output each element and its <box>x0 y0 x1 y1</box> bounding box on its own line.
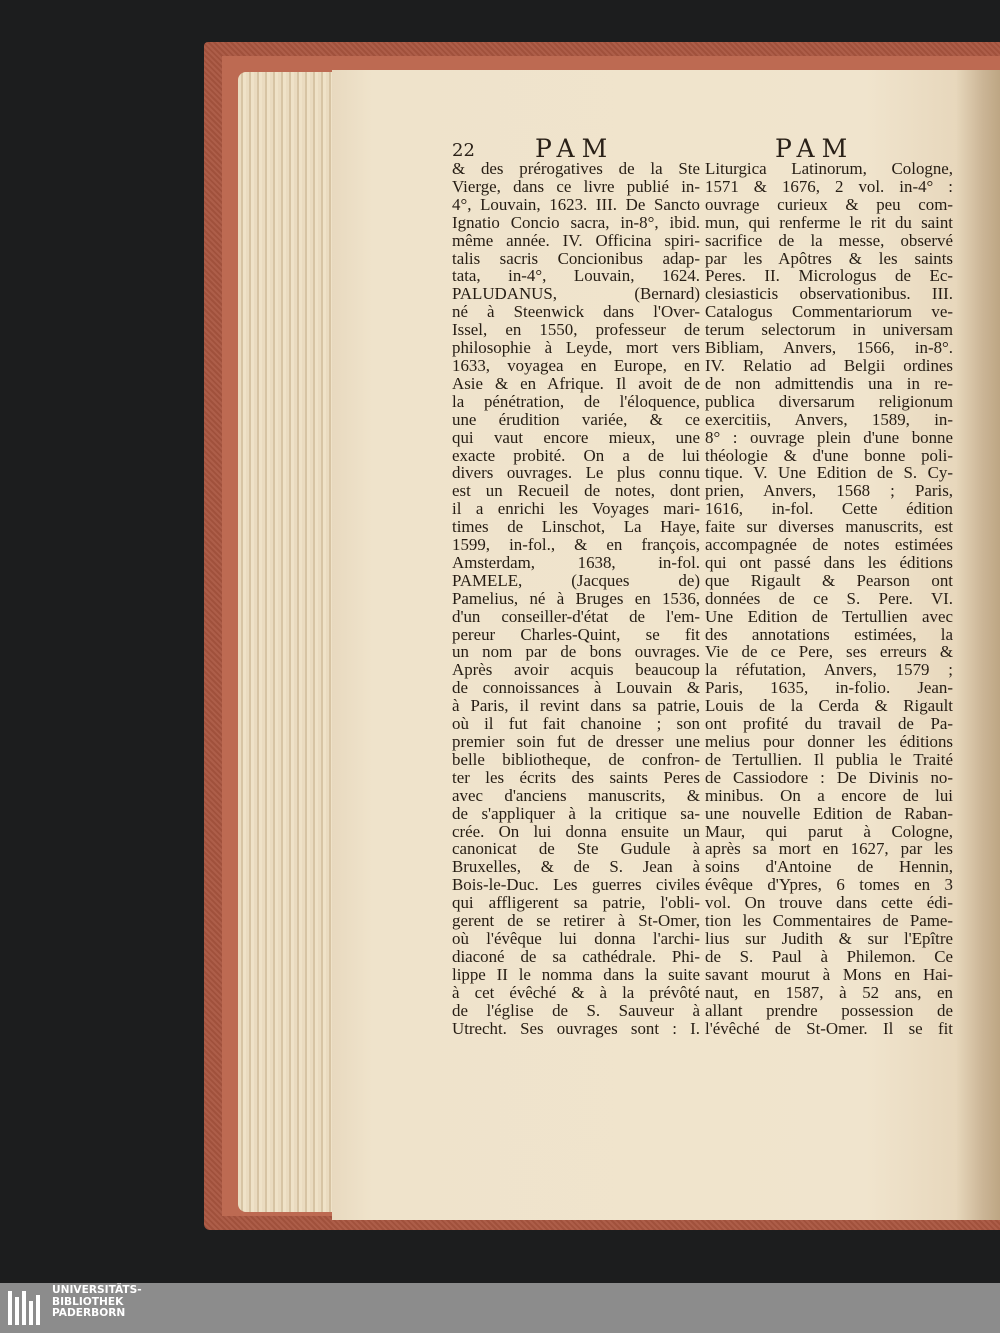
text-line: évêque d'Ypres, 6 tomes en 3 <box>705 875 953 895</box>
text-line: il a enrichi les Voyages mari- <box>452 499 700 519</box>
text-line: ouvrage curieux & peu com- <box>705 194 953 214</box>
text-line: où l'évêque lui donna l'archi- <box>452 928 700 948</box>
text-line: 4°, Louvain, 1623. III. De Sancto <box>452 194 700 214</box>
text-line: l'évêché de St-Omer. Il se fit <box>705 1018 953 1038</box>
text-line: qui affligerent sa patrie, l'obli- <box>452 893 700 913</box>
text-line: times de Linschot, La Haye, <box>452 517 700 537</box>
text-line: minibus. On a encore de lui <box>705 785 953 805</box>
library-name-line1: UNIVERSITÄTS- <box>52 1284 142 1296</box>
text-line: 1633, voyagea en Europe, en <box>452 355 700 375</box>
text-line: de Tertullien. Il publia le Traité <box>705 749 953 769</box>
text-line: à cet évêché & à la prévôté <box>452 982 700 1002</box>
text-line: publica diversarum religionum <box>705 391 953 411</box>
text-line: Vie de ce Pere, ses erreurs & <box>705 642 953 662</box>
text-line: belle bibliotheque, de confron- <box>452 749 700 769</box>
text-line: données de ce S. Pere. VI. <box>705 588 953 608</box>
text-line: Pamelius, né à Bruges en 1536, <box>452 588 700 608</box>
text-line: soins d'Antoine de Hennin, <box>705 857 953 877</box>
text-line: philosophie à Leyde, mort vers <box>452 338 700 358</box>
text-line: est un Recueil de notes, dont <box>452 481 700 501</box>
text-line: de connoissances à Louvain & <box>452 678 700 698</box>
text-line: à Paris, il revint dans sa patrie, <box>452 696 700 716</box>
footer-bar <box>0 1283 1000 1333</box>
text-line: clesiasticis observationibus. III. <box>705 284 953 304</box>
text-line: talis sacris Concionibus adap- <box>452 248 700 268</box>
text-line: diaconé de sa cathédrale. Phi- <box>452 946 700 966</box>
text-line: premier soin fut de dresser une <box>452 732 700 751</box>
text-line: mun, qui renferme le rit du saint <box>705 212 953 232</box>
text-line: de Cassiodore : De Divinis no- <box>705 767 953 787</box>
text-line: divers ouvrages. Le plus connu <box>452 463 700 483</box>
text-line: né à Steenwick dans l'Over- <box>452 302 700 322</box>
text-column-right <box>705 160 953 1037</box>
text-line: après sa mort en 1627, par les <box>705 839 953 859</box>
library-name <box>52 1285 142 1320</box>
text-line: de s'appliquer à la critique sa- <box>452 803 700 823</box>
text-line: vol. On trouve dans cette édi- <box>705 893 953 913</box>
text-line: Après avoir acquis beaucoup <box>452 660 700 680</box>
text-line: Maur, qui parut à Cologne, <box>705 821 953 841</box>
text-line: d'un conseiller-d'état de l'em- <box>452 606 700 626</box>
text-line: exercitiis, Anvers, 1589, in- <box>705 409 953 429</box>
text-line: Catalogus Commentariorum ve- <box>705 302 953 322</box>
text-line: savant mourut à Mons en Hai- <box>705 964 953 984</box>
text-line: Bruxelles, & de S. Jean à <box>452 857 700 877</box>
text-line: Utrecht. Ses ouvrages sont : I. <box>452 1018 700 1038</box>
text-line: la réfutation, Anvers, 1579 ; <box>705 660 953 680</box>
text-line: par les Apôtres & les saints <box>705 248 953 268</box>
text-line: Bibliam, Anvers, 1566, in-8°. <box>705 338 953 358</box>
text-line: allant prendre possession de <box>705 1000 953 1020</box>
text-line: faite sur diverses manuscrits, est <box>705 517 953 537</box>
text-line: Peres. II. Micrologus de Ec- <box>705 266 953 286</box>
text-column-left <box>452 160 700 1037</box>
text-line: Paris, 1635, in-folio. Jean- <box>705 678 953 698</box>
text-line: des annotations estimées, la <box>705 624 953 644</box>
text-line: 1616, in-fol. Cette édition <box>705 499 953 519</box>
text-line: ont profité du travail de Pa- <box>705 714 953 734</box>
text-line: un nom par de bons ouvrages. <box>452 642 700 662</box>
text-line: Asie & en Afrique. Il avoit de <box>452 373 700 393</box>
text-line: Ignatio Concio sacra, in-8°, ibid. <box>452 212 700 232</box>
text-line: 1599, in-fol., & en françois, <box>452 535 700 555</box>
text-line: sacrifice de la messe, observé <box>705 230 953 250</box>
text-line: prien, Anvers, 1568 ; Paris, <box>705 481 953 501</box>
text-line: gerent de se retirer à St-Omer, <box>452 911 700 931</box>
text-line: 1571 & 1676, 2 vol. in-4° : <box>705 176 953 196</box>
text-line: accompagnée de notes estimées <box>705 535 953 555</box>
text-line: pereur Charles-Quint, se fit <box>452 624 700 644</box>
text-line: naut, en 1587, à 52 ans, en <box>705 982 953 1002</box>
text-line: que Rigault & Pearson ont <box>705 570 953 590</box>
text-line: tata, in-4°, Louvain, 1624. <box>452 266 700 286</box>
page-gutter <box>957 70 1000 1220</box>
text-line: Louis de la Cerda & Rigault <box>705 696 953 716</box>
text-line: la pénétration, de l'éloquence, <box>452 391 700 411</box>
text-line: terum selectorum in universam <box>705 320 953 340</box>
text-line: tique. V. Une Edition de S. Cy- <box>705 463 953 483</box>
text-line: Vierge, dans ce livre publié in- <box>452 176 700 196</box>
text-line: avec d'anciens manuscrits, & <box>452 785 700 805</box>
text-line: Liturgica Latinorum, Cologne, <box>705 159 953 178</box>
text-line: lius sur Judith & sur l'Epître <box>705 928 953 948</box>
text-line: melius pour donner les éditions <box>705 732 953 751</box>
library-logo-icon <box>4 1287 46 1329</box>
text-line: exacte probité. On a de lui <box>452 445 700 465</box>
text-line: lippe II le nomma dans la suite <box>452 964 700 984</box>
text-line: IV. Relatio ad Belgii ordines <box>705 355 953 375</box>
text-line: Amsterdam, 1638, in-fol. <box>452 552 700 572</box>
text-line: 8° : ouvrage plein d'une bonne <box>705 427 953 447</box>
text-line: une érudition variée, & ce <box>452 409 700 429</box>
text-line: tion les Commentaires de Pame- <box>705 911 953 931</box>
text-line: de S. Paul à Philemon. Ce <box>705 946 953 966</box>
text-line: une nouvelle Edition de Raban- <box>705 803 953 823</box>
library-name-line2: BIBLIOTHEK <box>52 1295 124 1308</box>
text-line: ter les écrits des saints Peres <box>452 767 700 787</box>
text-line: Issel, en 1550, professeur de <box>452 320 700 340</box>
running-head-left: PAM <box>535 134 615 163</box>
text-line: de non admittendis una in re- <box>705 373 953 393</box>
text-line: Bois-le-Duc. Les guerres civiles <box>452 875 700 895</box>
text-line: qui ont passé dans les éditions <box>705 552 953 572</box>
text-line: Une Edition de Tertullien avec <box>705 606 953 626</box>
text-line: de l'église de S. Sauveur à <box>452 1000 700 1020</box>
text-line: PALUDANUS, (Bernard) <box>452 284 700 304</box>
text-line: PAMELE, (Jacques de) <box>452 570 700 590</box>
text-line: canonicat de Ste Gudule à <box>452 839 700 859</box>
text-line: même année. IV. Officina spiri- <box>452 230 700 250</box>
text-line: théologie & d'une bonne poli- <box>705 445 953 465</box>
text-line: où il fut fait chanoine ; son <box>452 714 700 734</box>
text-line: & des prérogatives de la Ste <box>452 159 700 178</box>
text-line: crée. On lui donna ensuite un <box>452 821 700 841</box>
text-line: qui vaut encore mieux, une <box>452 427 700 447</box>
running-head-right: PAM <box>775 134 855 163</box>
page-number: 22 <box>452 140 475 161</box>
library-name-line3: PADERBORN <box>52 1307 126 1319</box>
